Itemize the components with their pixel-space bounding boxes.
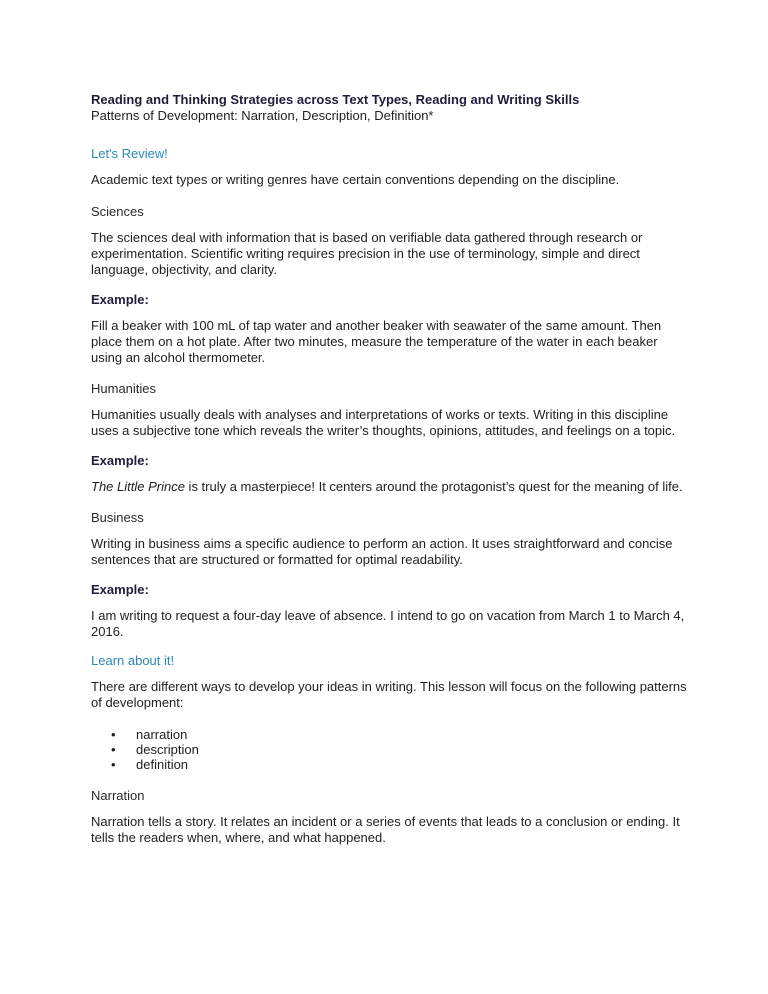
- document-page: [91, 92, 691, 846]
- business-example-label: Example:: [91, 582, 149, 597]
- list-item: • narration: [111, 727, 188, 742]
- sciences-example: Fill a beaker with 100 mL of tap water and another beaker with seawater of the same amount. Then place them on a hot plate. After two minutes, measure the temperature of the water in each beaker using an alcohol thermometer.: [91, 318, 662, 365]
- bullet-icon: •: [111, 742, 116, 757]
- review-intro: Academic text types or writing genres have certain conventions depending on the discipline.: [91, 172, 620, 187]
- business-body: Writing in business aims a specific audience to perform an action. It uses straightforward and concise sentences that are structured or formatted for optimal readability.: [91, 536, 673, 567]
- section-heading-learn: Learn about it!: [91, 653, 175, 668]
- narration-body: Narration tells a story. It relates an incident or a series of events that leads to a conclusion or ending. It tells the readers when, where, and what happened.: [91, 814, 680, 845]
- sciences-example-label: Example:: [91, 292, 149, 307]
- subheading-business: Business: [91, 510, 144, 525]
- humanities-example-label: Example:: [91, 453, 149, 468]
- subheading-narration: Narration: [91, 788, 145, 803]
- humanities-example: [91, 479, 691, 495]
- subheading-humanities: Humanities: [91, 381, 157, 396]
- bullet-icon: •: [111, 757, 116, 772]
- bullet-icon: •: [111, 727, 116, 742]
- humanities-example-title: The Little Prince: [91, 479, 185, 494]
- document-subtitle: Patterns of Development: Narration, Description, Definition*: [91, 108, 434, 123]
- business-example: I am writing to request a four-day leave of absence. I intend to go on vacation from March 1 to March 4, 2016.: [91, 608, 685, 639]
- list-item: • definition: [111, 757, 189, 772]
- document-title: Reading and Thinking Strategies across Text Types, Reading and Writing Skills: [91, 92, 580, 107]
- humanities-example-text: is truly a masterpiece! It centers around the protagonist’s quest for the meaning of life.: [184, 479, 683, 494]
- patterns-list: [91, 727, 691, 772]
- sciences-body: The sciences deal with information that is based on verifiable data gathered through research or experimentation. Scientific writing requires precision in the use of terminology, simple and direct language, objectivity, and clarity.: [91, 230, 643, 277]
- learn-intro: There are different ways to develop your ideas in writing. This lesson will focus on the following patterns of development:: [91, 679, 687, 710]
- section-heading-review: Let's Review!: [91, 146, 168, 161]
- humanities-body: Humanities usually deals with analyses and interpretations of works or texts. Writing in this discipline uses a subjective tone which reveals the writer’s thoughts, opinions, attitudes, and feelings on a topic.: [91, 407, 676, 438]
- subheading-sciences: Sciences: [91, 204, 144, 219]
- list-item: • description: [111, 742, 199, 757]
